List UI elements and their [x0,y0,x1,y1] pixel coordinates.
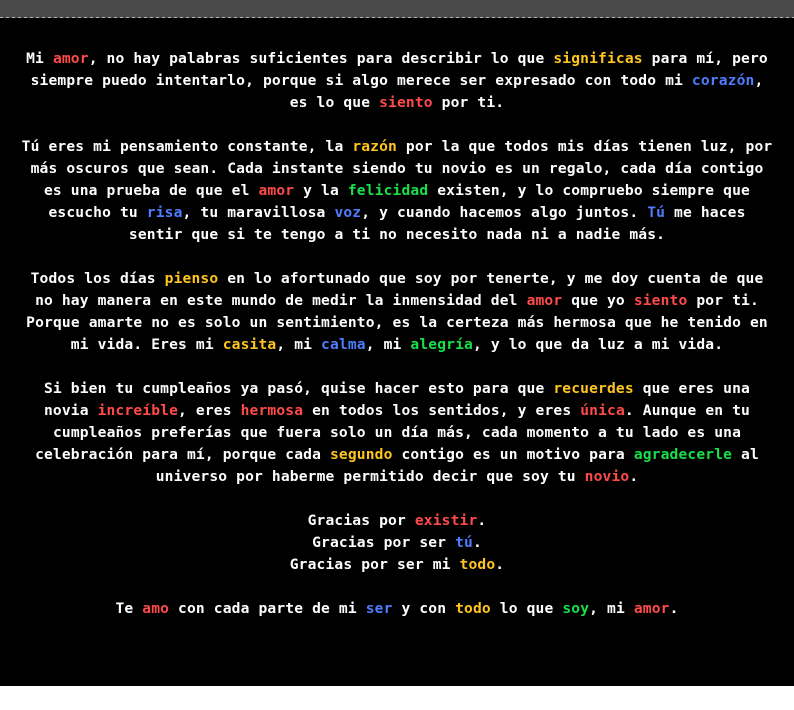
highlighted-word: única [580,402,625,419]
letter-line [0,444,794,466]
text-segment: para mí, pero [642,50,768,67]
text-segment: siempre puedo intentarlo, porque si algo merece ser expresado con todo mi [30,72,692,89]
highlighted-word: corazón [691,72,755,89]
letter-line [0,334,794,356]
highlighted-word: siento [633,292,688,309]
text-segment: más oscuros que sean. Cada instante siendo tu novio es un regalo, cada día contigo [30,160,764,177]
highlighted-word: novio [584,468,630,485]
letter-line [0,48,794,70]
letter-paragraph [0,378,794,488]
text-segment: , mi [365,336,411,353]
highlighted-word: todo [459,556,496,573]
text-segment: que yo [562,292,634,309]
text-segment: , tu maravillosa [182,204,335,221]
text-segment: contigo es un motivo para [392,446,634,463]
highlighted-word: felicidad [347,182,429,199]
highlighted-word: agradecerle [633,446,733,463]
highlighted-word: casita [222,336,277,353]
text-segment: celebración para mí, porque cada [35,446,330,463]
letter-line [0,180,794,202]
letter-line [0,202,794,224]
letter-line [0,422,794,444]
text-segment: Tú eres mi pensamiento constante, la [21,138,353,155]
text-segment: Te [115,600,143,617]
highlighted-word: voz [334,204,362,221]
text-segment: , y lo que da luz a mi vida. [472,336,724,353]
text-segment: . [669,600,679,617]
text-segment: no hay manera en este mundo de medir la inmensidad del [35,292,527,309]
letter-line [0,312,794,334]
highlighted-word: existir [414,512,478,529]
text-segment: Gracias por [307,512,415,529]
text-segment: me haces [665,204,746,221]
highlighted-word: ser [365,600,393,617]
letter-line [0,598,794,620]
highlighted-word: increíble [97,402,179,419]
text-segment: con cada parte de mi [169,600,366,617]
text-segment: y con [392,600,456,617]
highlighted-word: amor [52,50,89,67]
love-letter [0,48,794,642]
highlighted-word: risa [146,204,183,221]
highlighted-word: pienso [164,270,219,287]
text-segment: y la [294,182,348,199]
text-segment: . [477,512,487,529]
text-segment: novia [43,402,98,419]
text-segment: es una prueba de que el [44,182,259,199]
text-segment: mi vida. Eres mi [70,336,223,353]
text-segment: , [754,72,764,89]
text-segment: por ti. [687,292,759,309]
highlighted-word: razón [352,138,397,155]
letter-line [0,554,794,576]
text-segment: . Aunque en tu [624,402,750,419]
text-segment: Mi [26,50,53,67]
text-segment: por la que todos mis días tienen luz, por [397,138,773,155]
letter-paragraph [0,136,794,246]
text-segment: , eres [178,402,241,419]
highlighted-word: amor [526,292,563,309]
text-segment: , no hay palabras suficientes para describir lo que [88,50,554,67]
letter-line [0,510,794,532]
text-segment: al [732,446,759,463]
highlighted-word: segundo [329,446,393,463]
highlighted-word: significas [553,50,643,67]
letter-paragraph [0,48,794,114]
text-segment: . [495,556,505,573]
text-segment: en lo afortunado que soy por tenerte, y me doy cuenta de que [218,270,764,287]
letter-line [0,224,794,246]
text-segment: en todos los sentidos, y eres [303,402,581,419]
letter-paragraph [0,510,794,576]
letter-line [0,532,794,554]
text-segment: Gracias por ser mi [289,556,460,573]
text-segment: , mi [276,336,322,353]
text-segment: universo por haberme permitido decir que soy tu [155,468,585,485]
highlighted-word: hermosa [240,402,304,419]
highlighted-word: recuerdes [553,380,634,397]
highlighted-word: Tú [647,204,666,221]
highlighted-word: siento [379,94,433,111]
letter-line [0,136,794,158]
text-segment: Si bien tu cumpleaños ya pasó, quise hacer esto para que [44,380,554,397]
letter-line [0,290,794,312]
text-segment: por ti. [432,94,505,111]
highlighted-word: soy [562,600,590,617]
text-segment: cumpleaños preferías que fuera solo un día más, cada momento a tu lado es una [52,424,742,441]
text-segment: que eres una [633,380,750,397]
highlighted-word: amor [633,600,670,617]
text-segment: Gracias por ser [312,534,456,551]
letter-line [0,400,794,422]
highlighted-word: todo [455,600,491,617]
text-segment: , y cuando hacemos algo juntos. [361,204,648,221]
text-segment: lo que [490,600,563,617]
text-segment: es lo que [289,94,380,111]
letter-paragraph [0,598,794,620]
window-top-bar [0,0,794,18]
highlighted-word: calma [321,336,366,353]
text-segment: Porque amarte no es solo un sentimiento, es la certeza más hermosa que he tenido en [26,314,768,331]
letter-line [0,268,794,290]
letter-line [0,466,794,488]
text-segment: . [472,534,482,551]
letter-line [0,92,794,114]
text-segment: sentir que si te tengo a ti no necesito nada ni a nadie más. [128,226,666,243]
text-segment: Todos los días [30,270,165,287]
letter-line [0,158,794,180]
highlighted-word: alegría [410,336,473,353]
text-segment: existen, y lo compruebo siempre que [428,182,750,199]
letter-line [0,70,794,92]
text-segment: . [629,468,639,485]
highlighted-word: amor [258,182,295,199]
highlighted-word: tú [455,534,473,551]
letter-paragraph [0,268,794,356]
highlighted-word: amo [142,600,170,617]
text-segment: escucho tu [48,204,147,221]
letter-line [0,378,794,400]
text-segment: , mi [589,600,634,617]
